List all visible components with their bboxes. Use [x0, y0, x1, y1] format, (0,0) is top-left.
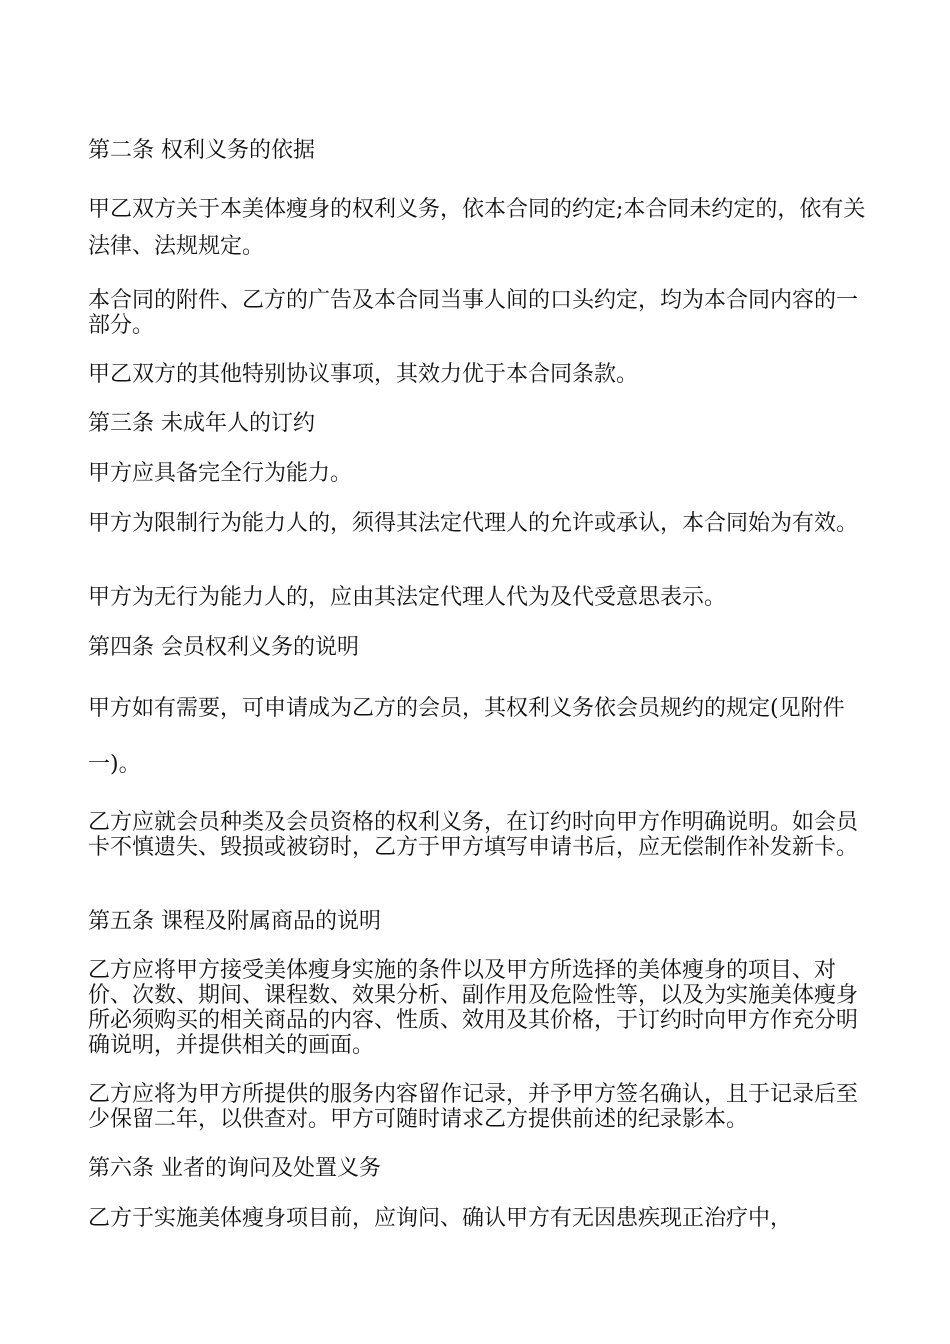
article-3-heading: 第三条 未成年人的订约 — [88, 411, 315, 436]
article-2-paragraph-2: 本合同的附件、乙方的广告及本合同当事人间的口头约定，均为本合同内容的一部分。 — [88, 288, 859, 338]
article-3-paragraph-3: 甲方为无行为能力人的，应由其法定代理人代为及代受意思表示。 — [88, 585, 727, 610]
article-2-heading: 第二条 权利义务的依据 — [88, 138, 315, 163]
article-5-paragraph-2: 乙方应将为甲方所提供的服务内容留作记录，并予甲方签名确认，且于记录后至少保留二年，以供查对。甲方可随时请求乙方提供前述的纪录影本。 — [88, 1082, 859, 1132]
article-4-paragraph-1: 甲方如有需要，可申请成为乙方的会员，其权利义务依会员规约的规定(见附件一)。 — [88, 696, 845, 777]
article-4-paragraph-2: 乙方应就会员种类及会员资格的权利义务，在订约时向甲方作明确说明。如会员卡不慎遗失、毁损或被窃时，乙方于甲方填写申请书后，应无偿制作补发新卡。 — [88, 810, 859, 860]
article-3-paragraph-1: 甲方应具备完全行为能力。 — [88, 461, 353, 486]
article-6-heading: 第六条 业者的询问及处置义务 — [88, 1156, 381, 1181]
article-5-heading: 第五条 课程及附属商品的说明 — [88, 909, 381, 934]
article-2-paragraph-1: 甲乙双方关于本美体瘦身的权利义务，依本合同的约定;本合同未约定的，依有关法律、法规规定。 — [88, 197, 866, 259]
article-2-paragraph-3: 甲乙双方的其他特别协议事项，其效力优于本合同条款。 — [88, 362, 639, 387]
article-5-paragraph-1: 乙方应将甲方接受美体瘦身实施的条件以及甲方所选择的美体瘦身的项目、对价、次数、期间、课程数、效果分析、副作用及危险性等，以及为实施美体瘦身所必须购买的相关商品的内容、性质、效用及其价格，于订约时向甲方作充分明确说明，并提供相关的画面。 — [88, 958, 859, 1058]
article-4-heading: 第四条 会员权利义务的说明 — [88, 635, 359, 660]
article-3-paragraph-2: 甲方为限制行为能力人的，须得其法定代理人的允许或承认，本合同始为有效。 — [88, 511, 859, 536]
article-6-paragraph-1: 乙方于实施美体瘦身项目前，应询问、确认甲方有无因患疾现正治疗中， — [88, 1206, 793, 1231]
